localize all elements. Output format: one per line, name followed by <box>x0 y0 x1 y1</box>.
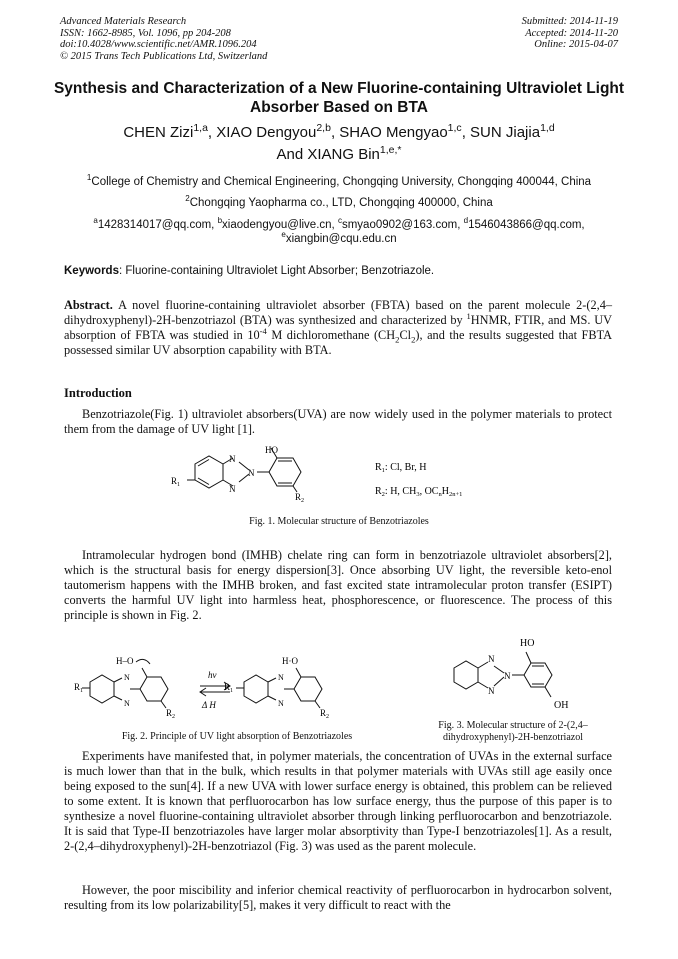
abstract-text: M dichloromethane (CH <box>266 328 396 342</box>
author-sup: 2,b <box>316 122 331 134</box>
author-sup: 1,d <box>540 122 555 134</box>
submitted-date: Submitted: 2014-11-19 <box>521 16 618 27</box>
author: SHAO Mengyao <box>339 124 448 141</box>
paper-title: Synthesis and Characterization of a New Fluorine-containing Ultraviolet Light Absorber Based on BTA <box>53 80 625 116</box>
emails <box>70 218 608 246</box>
figure-3-caption: Fig. 3. Molecular structure of 2-(2,4–dihydroxyphenyl)-2H-benzotriazol <box>438 720 588 743</box>
fig2-label: N <box>278 673 284 682</box>
author-sup: 1,c <box>447 122 462 134</box>
paragraph-text: Experiments have manifested that, in polymer materials, the concentration of UVAs in the external surface is much lower than that in the bulk, which results in that polymer materials with UVAs still age easily once being exposed to the sun[4]. If a new UVA with lower surface energy is obtained, this problem can be relieved to some extent. It is known that perfluorocarbon has low surface energy, thus the purpose of this paper is to synthesize a novel fluorine-containing ultraviolet absorber through linking perfluorocarbon and benzotriazole. It is said that Type-II benzotriazoles have larger molar absorptivity than Type-I benzotriazoles[1]. As a result, 2-(2,4–dihydroxyphenyl)-2H-benzotriazol (Fig. 3) was used as the parent molecule. <box>64 749 612 853</box>
fig1-n-label: N <box>248 468 255 478</box>
journal-name: Advanced Materials Research <box>60 16 187 27</box>
abstract-sub: 2 <box>411 334 416 345</box>
copyright: © 2015 Trans Tech Publications Ltd, Switzerland <box>60 50 268 62</box>
paragraph-text: Benzotriazole(Fig. 1) ultraviolet absorbers(UVA) are now widely used in the polymer materials to protect them from the damage of UV light [1]. <box>64 407 612 436</box>
aff-sup: 2 <box>185 194 190 204</box>
figure-2-caption: Fig. 2. Principle of UV light absorption of Benzotriazoles <box>121 731 353 742</box>
fig1-legend-r1: $R_1$: Cl, Br, H <box>375 462 427 474</box>
abstract-text: ), and the results suggested that FBTA possessed similar UV absorption capability with BTA. <box>64 328 613 357</box>
email-sup: a <box>93 216 98 226</box>
paragraph-text: However, the poor miscibility and inferior chemical reactivity of perfluorocarbon in hydrocarbon solvent, resulting from its low polarizability[5], makes it very difficult to react with the <box>64 883 612 912</box>
figure-1-caption: Fig. 1. Molecular structure of Benzotriazoles <box>249 516 429 527</box>
fig3-n-label: N <box>504 671 511 681</box>
affiliation-2 <box>40 196 638 210</box>
fig2-label: $R_1$ <box>74 682 84 694</box>
fig1-n-label: N <box>229 454 236 464</box>
intro-paragraph-4 <box>64 883 612 913</box>
author-sup: 1,a <box>193 122 208 134</box>
email: 1428314017@qq.com, <box>97 219 218 231</box>
keywords-text: : Fluorine-containing Ultraviolet Light Absorber; Benzotriazole. <box>118 265 435 277</box>
fig1-n-label: N <box>229 484 236 494</box>
abstract-sub: 2 <box>395 334 400 345</box>
fig3-oh-label: OH <box>554 700 569 711</box>
online-date: Online: 2015-04-07 <box>534 39 618 50</box>
author-list: CHEN Zizi$^{1,a}$, XIAO Dengyou$^{2,b}$, SHAO Mengyao$^{1,c}$, SUN Jiajia$^{1,d}$ And XIANG Bin$^{1,e,*}$ <box>123 122 555 163</box>
fig2-label: H·O <box>282 656 298 666</box>
doi: doi:10.4028/www.scientific.net/AMR.1096.204 <box>60 39 257 50</box>
accepted-date: Accepted: 2014-11-20 <box>525 27 618 39</box>
author: XIAO Dengyou <box>216 124 317 141</box>
email: xiangbin@cqu.edu.cn <box>285 233 397 245</box>
abstract <box>64 298 612 358</box>
affiliation-1 <box>40 175 638 189</box>
fig2-label: N <box>278 699 284 708</box>
fig1-legend-r2: $R_2$: H, $CH_3$, $OC_nH_{2n+1}$ <box>375 486 463 498</box>
author-sup: 1,e,* <box>379 144 402 156</box>
fig2-label: N <box>124 673 130 682</box>
aff-text: Chongqing Yaopharma co., LTD, Chongqing 400000, China <box>189 197 493 209</box>
section-heading-introduction: Introduction <box>64 386 132 400</box>
email-sup: c <box>337 216 342 226</box>
fig2-hv-label: hν <box>208 670 217 680</box>
abstract-text: Cl <box>399 328 412 342</box>
journal-info <box>60 16 267 62</box>
intro-paragraph-1 <box>64 407 612 437</box>
abstract-sup: 1 <box>466 310 471 321</box>
fig1-ho-label: HO <box>265 445 278 455</box>
email-sup: b <box>217 216 223 226</box>
intro-paragraph-3 <box>64 749 612 854</box>
fig2-label: $R_1$ <box>224 682 234 694</box>
abstract-label: Abstract. <box>64 298 113 312</box>
abstract-text: A novel fluorine-containing ultraviolet absorber (FBTA) based on the parent molecule 2-(2,4–dihydroxyphenyl)-2H-benzotriazol (BTA) was synthesized and characterized by <box>64 298 612 327</box>
fig2-label: $R_2$ <box>166 708 176 720</box>
author: XIANG Bin <box>307 146 380 163</box>
fig1-r1-label: $R_1$ <box>171 476 181 488</box>
figure-2-mechanism <box>74 646 384 726</box>
keywords <box>64 265 618 277</box>
author: CHEN Zizi <box>123 124 194 141</box>
abstract-text: HNMR, FTIR, and MS. UV absorption of FBTA was studied in 10 <box>64 313 612 342</box>
abstract-sup: -4 <box>259 325 267 336</box>
fig1-r2-label: $R_2$ <box>295 492 305 504</box>
dates <box>522 16 618 51</box>
email-sup: e <box>281 230 286 240</box>
keywords-label: Keywords <box>64 265 119 277</box>
email: xiaodengyou@live.cn, <box>222 219 338 231</box>
fig3-ho-label: HO <box>520 638 535 649</box>
aff-text: College of Chemistry and Chemical Engineering, Chongqing University, Chongqing 400044, China <box>91 176 592 188</box>
paragraph-text: Intramolecular hydrogen bond (IMHB) chelate ring can form in benzotriazole ultraviolet absorbers[2], which is the structural basis for energy dispersion[3]. Once absorbing UV light, the reversible keto-enol tautomerism happens with the IMHB broken, and fast excited state intramolecular proton transfer (ESIPT) converts the harmful UV light into harmless heat, phosphorescence, or fluorescence. The process of this principle is shown in Fig. 2. <box>64 548 612 622</box>
intro-paragraph-2 <box>64 548 612 623</box>
figure-1-structure <box>165 444 515 512</box>
issn: ISSN: 1662-8985, Vol. 1096, pp 204-208 <box>60 27 231 39</box>
fig2-label: $R_2$ <box>320 708 330 720</box>
fig2-label: N <box>124 699 130 708</box>
figure-3-structure <box>448 630 618 716</box>
fig3-n-label: N <box>488 654 495 664</box>
fig3-n-label: N <box>488 686 495 696</box>
email: 1546043866@qq.com, <box>468 219 585 231</box>
email: smyao0902@163.com, <box>341 219 464 231</box>
aff-sup: 1 <box>86 173 92 183</box>
fig2-dh-label: Δ H <box>202 700 216 710</box>
author-and: And <box>276 146 304 163</box>
fig2-label: H–O <box>116 656 134 666</box>
author: SUN Jiajia <box>470 124 541 141</box>
email-sup: d <box>463 216 469 226</box>
